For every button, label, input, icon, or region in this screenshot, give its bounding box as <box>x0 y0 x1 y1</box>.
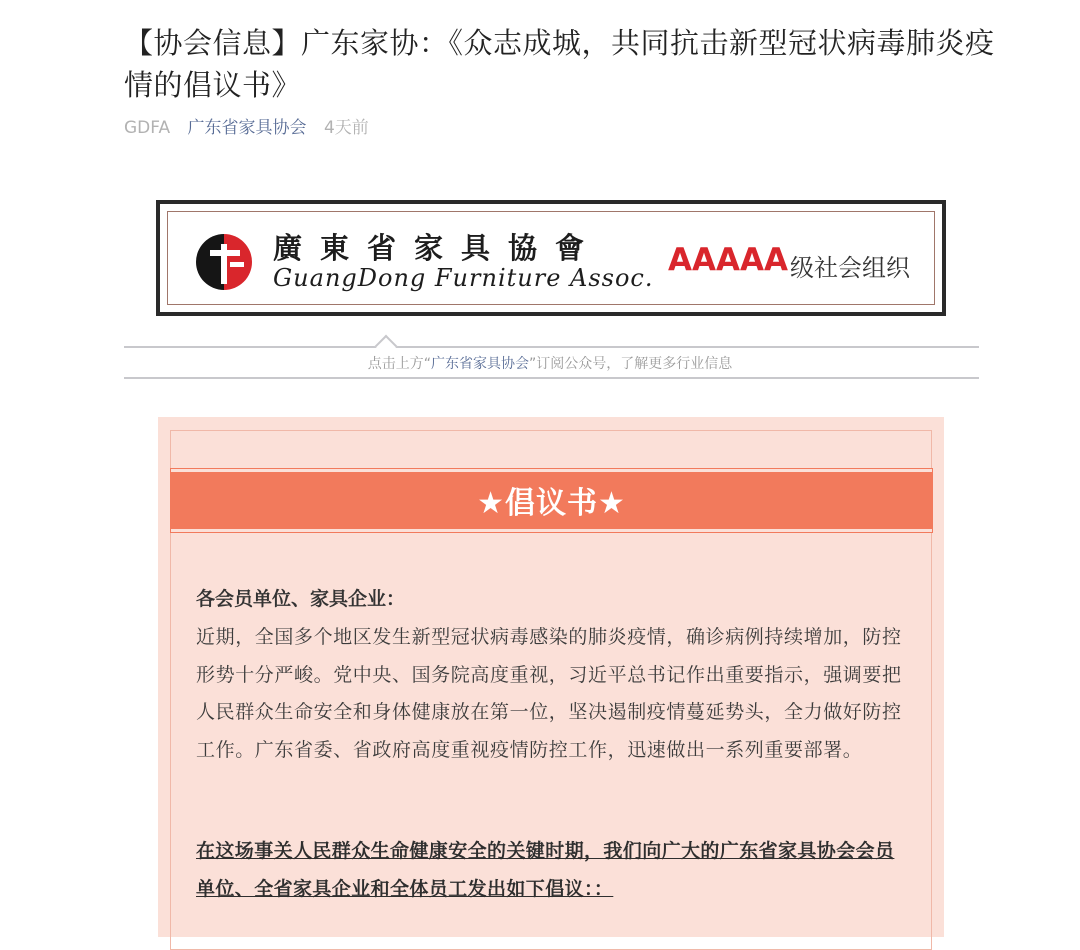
subscribe-suffix: ”订阅公众号，了解更多行业信息 <box>529 356 733 372</box>
association-logo-icon <box>196 234 252 290</box>
subscribe-account-link[interactable]: 广东省家具协会 <box>431 356 529 372</box>
letter-heading: ★倡议书★ <box>477 486 626 521</box>
article-title: 【协会信息】广东家协：《众志成城，共同抗击新型冠状病毒肺炎疫情的倡议书》 <box>124 26 995 102</box>
subscribe-divider-bottom <box>124 377 979 379</box>
association-banner[interactable] <box>156 200 946 316</box>
subscribe-prefix: 点击上方“ <box>367 356 431 372</box>
letter-paragraph: 近期，全国多个地区发生新型冠状病毒感染的肺炎疫情，确诊病例持续增加，防控形势十分严峻。党中央、国务院高度重视，习近平总书记作出重要指示，强调要把人民群众生命安全和身体健康放在第一位，坚决遏制疫情蔓延势头，全力做好防控工作。广东省委、省政府高度重视疫情防控工作，迅速做出一系列重要部署。 <box>196 626 902 761</box>
subscribe-prompt <box>0 353 1080 373</box>
letter-salutation: 各会员单位、家具企业： <box>196 588 406 610</box>
banner-rating-suffix: 级社会组织 <box>790 254 910 282</box>
letter-call-to-action: 在这场事关人民群众生命健康安全的关键时期，我们向广大的广东省家具协会会员单位、全省家具企业和全体员工发出如下倡议：： <box>196 840 895 900</box>
banner-org-name-cn: 廣東省家具協會 <box>273 231 603 265</box>
banner-inner-frame <box>167 211 935 305</box>
banner-org-name-en: GuangDong Furniture Assoc. <box>273 264 654 292</box>
banner-rating: AAAAA <box>668 242 788 278</box>
account-link[interactable]: 广东省家具协会 <box>187 118 307 138</box>
subscribe-divider-top <box>124 346 979 348</box>
publish-time: 4天前 <box>323 118 369 138</box>
source-label: GDFA <box>124 118 171 138</box>
article-meta <box>124 117 381 139</box>
